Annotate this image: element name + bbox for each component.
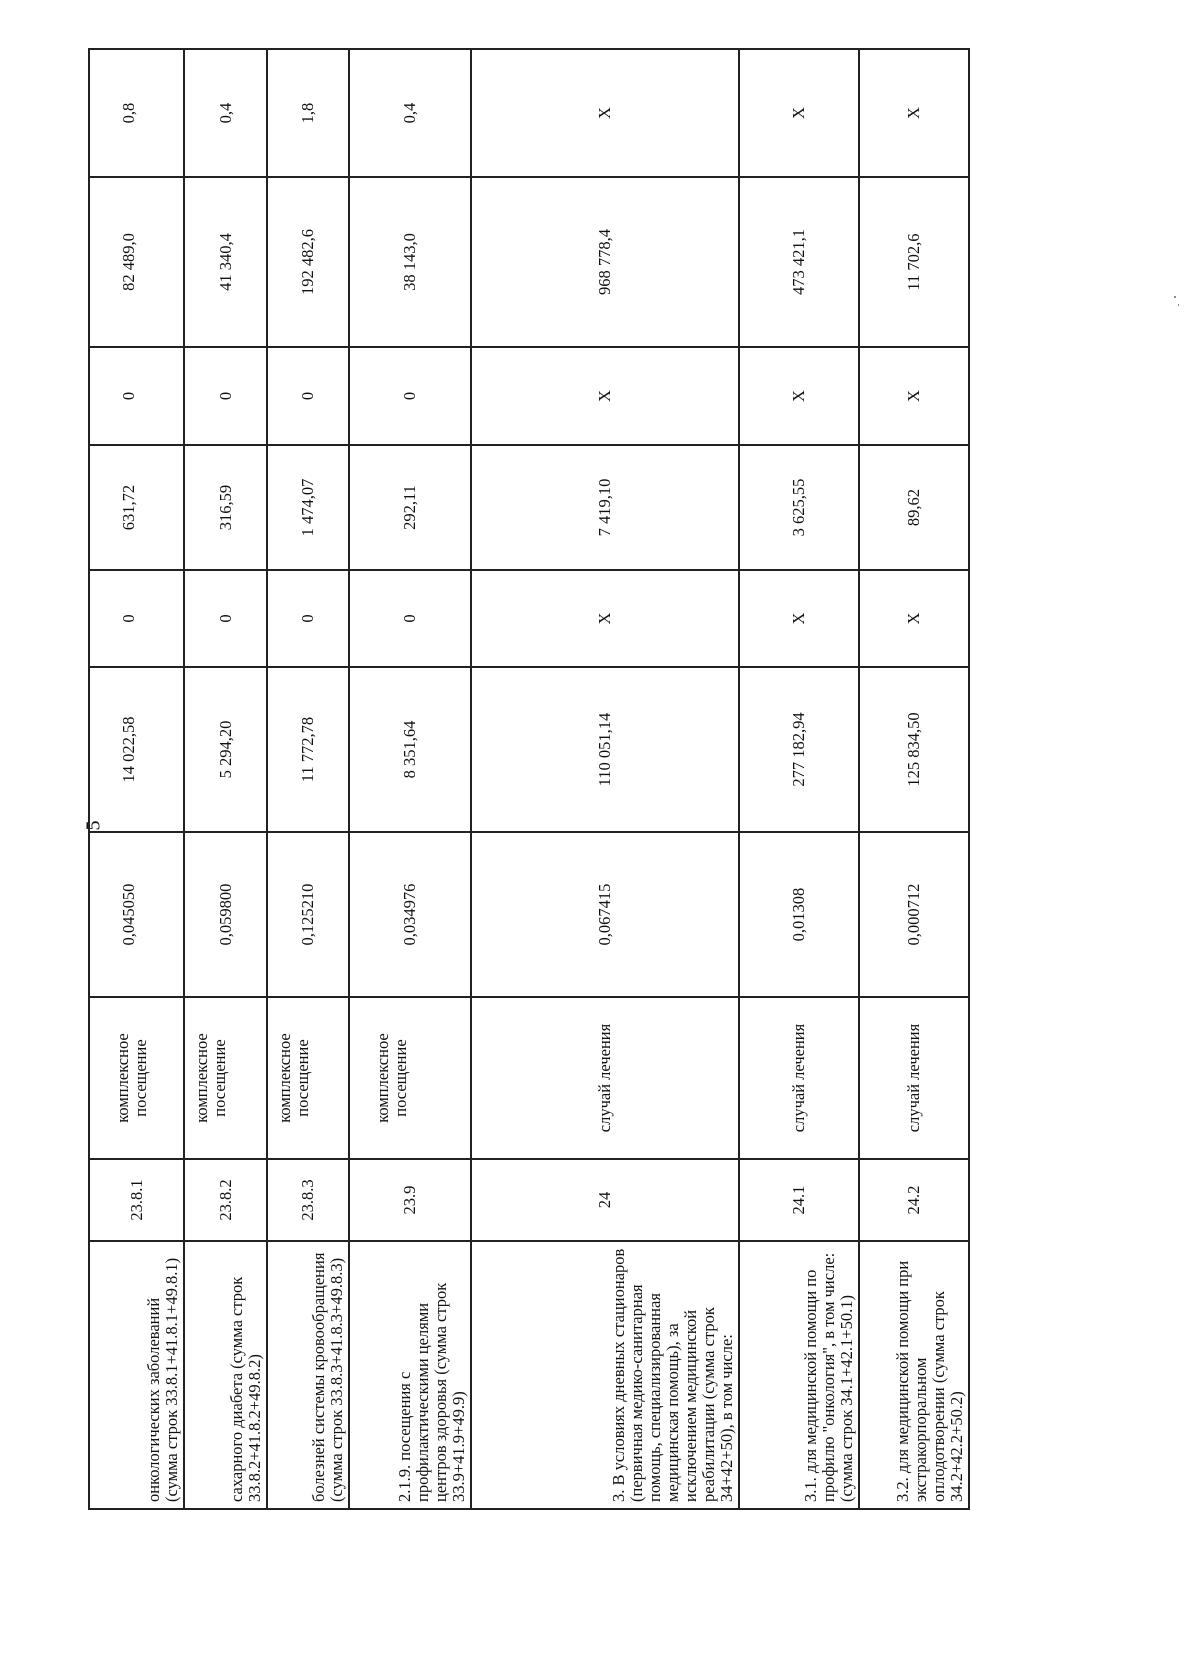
per-capita-cell: 1 474,07	[267, 445, 349, 570]
row-code-cell: 23.8.2	[184, 1159, 267, 1241]
unit-cell: случай лечения	[471, 997, 739, 1159]
table-row	[89, 49, 184, 1509]
norm-cell: 0,045050	[89, 832, 184, 997]
table-row	[471, 49, 739, 1509]
total-cell: 41 340,4	[184, 177, 267, 347]
table-row	[739, 49, 859, 1509]
unit-cell: случай лечения	[739, 997, 859, 1159]
x-mark-cell: X	[859, 49, 969, 177]
scan-speck	[1178, 304, 1179, 306]
share-cell: 0,4	[349, 49, 471, 177]
share-cell: 0,4	[184, 49, 267, 177]
x-mark-cell: X	[739, 49, 859, 177]
x-mark-cell: X	[739, 347, 859, 445]
cost-per-unit-cell: 5 294,20	[184, 667, 267, 832]
row-code-cell: 24	[471, 1159, 739, 1241]
share-cell: 0,8	[89, 49, 184, 177]
cost-per-unit-cell: 11 772,78	[267, 667, 349, 832]
unit-cell: комплексное посещение	[89, 997, 184, 1159]
norm-cell: 0,034976	[349, 832, 471, 997]
zero-cell: 0	[89, 347, 184, 445]
row-name-cell: 3.2. для медицинской помощи при экстракорпоральном оплодотворении (сумма строк 34.2+42.2+50.2)	[859, 1241, 969, 1509]
zero-cell: 0	[184, 570, 267, 667]
unit-cell: случай лечения	[859, 997, 969, 1159]
norm-cell: 0,067415	[471, 832, 739, 997]
zero-cell: 0	[89, 570, 184, 667]
financing-table	[88, 48, 970, 1510]
x-mark-cell: X	[471, 347, 739, 445]
scan-speck	[1174, 296, 1176, 298]
total-cell: 192 482,6	[267, 177, 349, 347]
norm-cell: 0,059800	[184, 832, 267, 997]
table-row	[349, 49, 471, 1509]
cost-per-unit-cell: 14 022,58	[89, 667, 184, 832]
zero-cell: 0	[267, 570, 349, 667]
cost-per-unit-cell: 125 834,50	[859, 667, 969, 832]
table-row	[267, 49, 349, 1509]
per-capita-cell: 292,11	[349, 445, 471, 570]
row-name-cell: онкологических заболеваний (сумма строк 33.8.1+41.8.1+49.8.1)	[89, 1241, 184, 1509]
unit-cell: комплексное посещение	[267, 997, 349, 1159]
unit-cell: комплексное посещение	[349, 997, 471, 1159]
zero-cell: 0	[349, 347, 471, 445]
per-capita-cell: 631,72	[89, 445, 184, 570]
per-capita-cell: 316,59	[184, 445, 267, 570]
zero-cell: 0	[184, 347, 267, 445]
norm-cell: 0,125210	[267, 832, 349, 997]
row-code-cell: 24.1	[739, 1159, 859, 1241]
page-number: 5	[82, 820, 105, 831]
zero-cell: 0	[267, 347, 349, 445]
cost-per-unit-cell: 277 182,94	[739, 667, 859, 832]
row-name-cell: 2.1.9. посещения с профилактическими целями центров здоровья (сумма строк 33.9+41.9+49.9)	[349, 1241, 471, 1509]
row-name-cell: 3.1. для медицинской помощи по профилю "онкология", в том числе: (сумма строк 34.1+42.1+50.1)	[739, 1241, 859, 1509]
share-cell: 1,8	[267, 49, 349, 177]
row-code-cell: 23.9	[349, 1159, 471, 1241]
norm-cell: 0,01308	[739, 832, 859, 997]
rotated-table-wrapper	[88, 50, 968, 1510]
x-mark-cell: X	[471, 49, 739, 177]
table-row	[184, 49, 267, 1509]
total-cell: 968 778,4	[471, 177, 739, 347]
unit-cell: комплексное посещение	[184, 997, 267, 1159]
total-cell: 38 143,0	[349, 177, 471, 347]
cost-per-unit-cell: 110 051,14	[471, 667, 739, 832]
per-capita-cell: 89,62	[859, 445, 969, 570]
per-capita-cell: 3 625,55	[739, 445, 859, 570]
row-code-cell: 23.8.1	[89, 1159, 184, 1241]
x-mark-cell: X	[859, 347, 969, 445]
x-mark-cell: X	[471, 570, 739, 667]
x-mark-cell: X	[859, 570, 969, 667]
row-name-cell: 3. В условиях дневных стационаров (первичная медико-санитарная помощь, специализированная медицинская помощь), за исключением медицинской реабилитации (сумма строк 34+42+50), в том числе:	[471, 1241, 739, 1509]
row-name-cell: сахарного диабета (сумма строк 33.8.2+41.8.2+49.8.2)	[184, 1241, 267, 1509]
x-mark-cell: X	[739, 570, 859, 667]
zero-cell: 0	[349, 570, 471, 667]
row-name-cell: болезней системы кровообращения (сумма строк 33.8.3+41.8.3+49.8.3)	[267, 1241, 349, 1509]
cost-per-unit-cell: 8 351,64	[349, 667, 471, 832]
per-capita-cell: 7 419,10	[471, 445, 739, 570]
row-code-cell: 23.8.3	[267, 1159, 349, 1241]
total-cell: 473 421,1	[739, 177, 859, 347]
table-row	[859, 49, 969, 1509]
total-cell: 11 702,6	[859, 177, 969, 347]
row-code-cell: 24.2	[859, 1159, 969, 1241]
norm-cell: 0,000712	[859, 832, 969, 997]
total-cell: 82 489,0	[89, 177, 184, 347]
